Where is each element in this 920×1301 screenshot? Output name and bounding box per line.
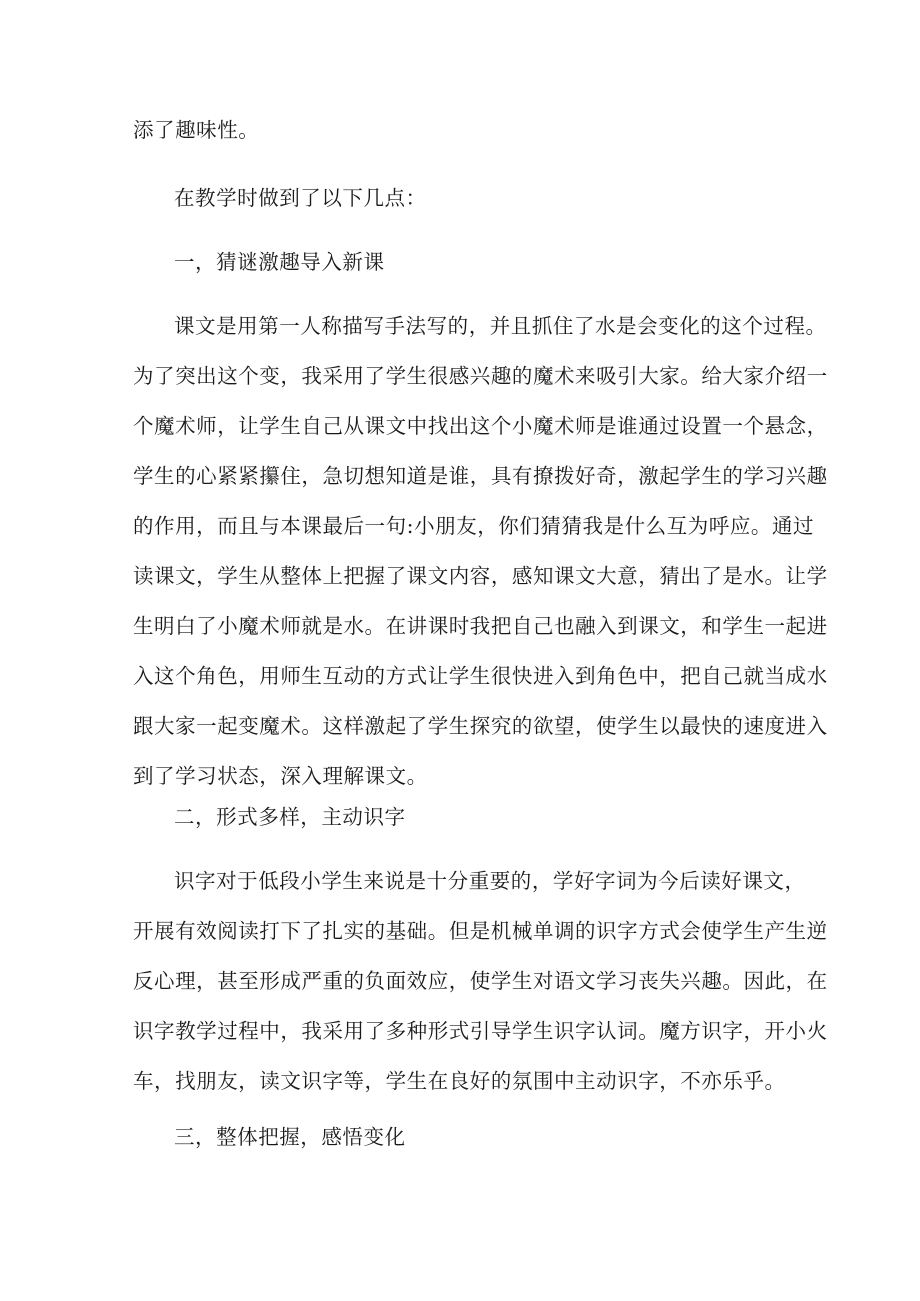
text-line: 到了学习状态，深入理解课文。	[133, 764, 428, 788]
heading-line: 三，整体把握，感悟变化	[174, 1125, 406, 1149]
text-line: 入这个角色，用师生互动的方式让学生很快进入到角色中，把自己就当成水	[133, 664, 828, 688]
text-line: 反心理，甚至形成严重的负面效应，使学生对语文学习丧失兴趣。因此，在	[133, 969, 828, 993]
text-line: 跟大家一起变魔术。这样激起了学生探究的欲望，使学生以最快的速度进入	[133, 714, 828, 738]
text-line: 识字教学过程中，我采用了多种形式引导学生识字认词。魔方识字，开小火	[133, 1019, 828, 1043]
heading-line: 一，猜谜激趣导入新课	[174, 250, 385, 274]
text-line: 读课文，学生从整体上把握了课文内容，感知课文大意，猜出了是水。让学	[133, 564, 828, 588]
section-heading-1	[133, 250, 829, 300]
text-line: 学生的心紧紧攥住，急切想知道是谁，具有撩拨好奇，激起学生的学习兴趣	[133, 464, 828, 488]
text-line: 在教学时做到了以下几点：	[174, 186, 427, 210]
text-line: 识字对于低段小学生来说是十分重要的，学好字词为今后读好课文，	[174, 869, 806, 893]
text-line: 生明白了小魔术师就是水。在讲课时我把自己也融入到课文，和学生一起进	[133, 614, 828, 638]
text-line: 个魔术师，让学生自己从课文中找出这个小魔术师是谁通过设置一个悬念，	[133, 414, 828, 438]
text-line: 开展有效阅读打下了扎实的基础。但是机械单调的识字方式会使学生产生逆	[133, 919, 828, 943]
text-line: 课文是用第一人称描写手法写的，并且抓住了水是会变化的这个过程。	[174, 314, 827, 338]
text-line: 的作用，而且与本课最后一句:小朋友，你们猜猜我是什么互为呼应。通过	[133, 514, 815, 538]
text-line: 添了趣味性。	[133, 118, 260, 142]
text-line: 为了突出这个变，我采用了学生很感兴趣的魔术来吸引大家。给大家介绍一	[133, 364, 828, 388]
heading-line: 二，形式多样，主动识字	[174, 805, 406, 829]
section-heading-2	[133, 805, 829, 855]
paragraph	[133, 314, 828, 814]
section-heading-3	[133, 1125, 829, 1175]
text-line: 车，找朋友，读文识字等，学生在良好的氛围中主动识字，不亦乐乎。	[133, 1069, 786, 1093]
paragraph	[133, 869, 828, 1119]
paragraph	[133, 118, 788, 168]
paragraph	[133, 186, 829, 236]
